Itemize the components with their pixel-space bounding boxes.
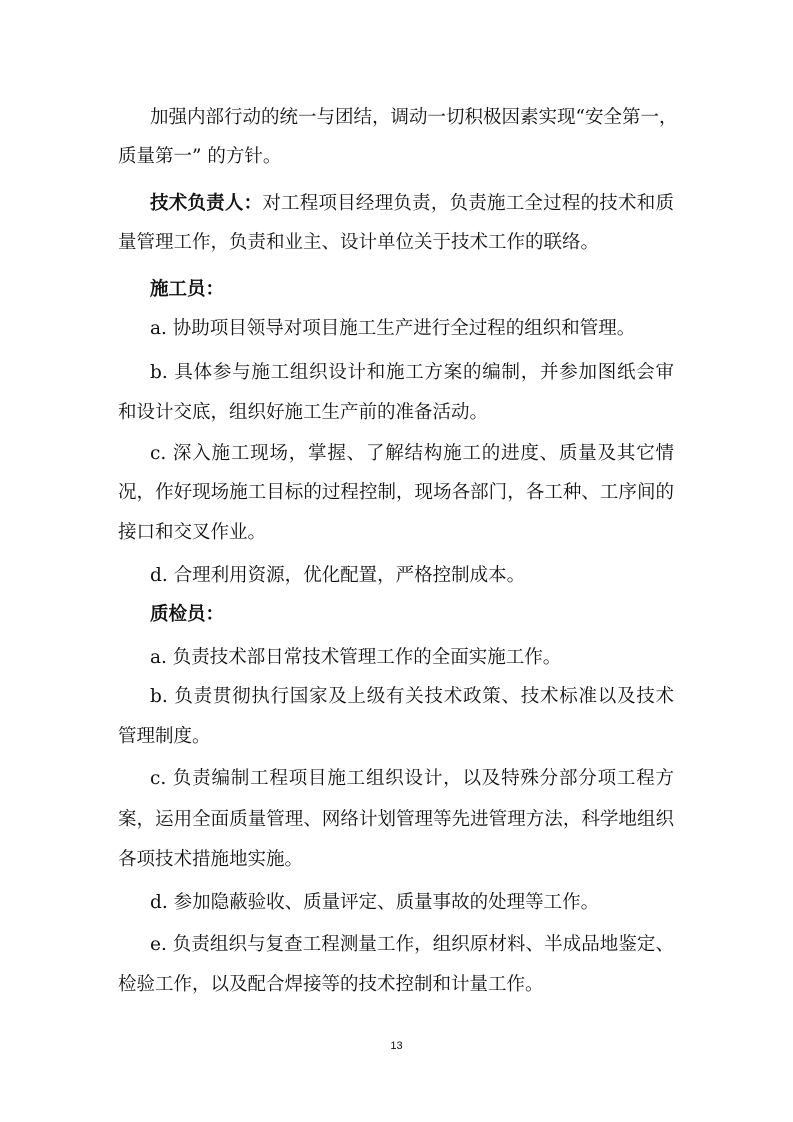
line-text: 接口和交叉作业。	[118, 522, 267, 543]
line-text: 对工程项目经理负责，负责施工全过程的技术和质	[262, 193, 674, 214]
bold-label: 施工员：	[150, 279, 225, 300]
line-text: b. 具体参与施工组织设计和施工方案的编制，并参加图纸会审	[150, 362, 674, 383]
section-heading-line	[150, 595, 674, 635]
line-text: 检验工作，以及配合焊接等的技术控制和计量工作。	[118, 974, 544, 995]
line-text: e. 负责组织与复查工程测量工作，组织原材料、半成品地鉴定、	[150, 934, 674, 955]
text-line	[150, 638, 674, 678]
line-text: 况，作好现场施工目标的过程控制，现场各部门，各工种、工序间的	[118, 482, 674, 503]
line-text: 各项技术措施地实施。	[118, 849, 304, 870]
text-line	[118, 717, 674, 757]
text-line	[118, 393, 674, 433]
page-number: 13	[390, 1040, 403, 1052]
line-text: d. 参加隐蔽验收、质量评定、质量事故的处理等工作。	[150, 892, 600, 913]
text-line	[118, 223, 674, 263]
line-text: 和设计交底，组织好施工生产前的准备活动。	[118, 402, 489, 423]
line-text: c. 深入施工现场，掌握、了解结构施工的进度、质量及其它情	[150, 443, 674, 464]
text-line	[118, 840, 674, 880]
text-line	[118, 965, 674, 1005]
section-heading-line	[150, 270, 674, 310]
text-line	[118, 513, 674, 553]
text-line	[150, 309, 674, 349]
line-text: b. 负责贯彻执行国家及上级有关技术政策、技术标准以及技术	[150, 686, 674, 707]
section-heading-line	[150, 184, 674, 224]
text-line	[150, 353, 674, 393]
text-line	[118, 800, 674, 840]
text-line	[118, 137, 674, 177]
line-text: c. 负责编制工程项目施工组织设计，以及特殊分部分项工程方	[150, 768, 674, 789]
line-text: 质量第一” 的方针。	[118, 146, 282, 167]
line-text: a. 协助项目领导对项目施工生产进行全过程的组织和管理。	[150, 318, 636, 339]
text-line	[150, 883, 674, 923]
line-text: 量管理工作，负责和业主、设计单位关于技术工作的联络。	[118, 232, 600, 253]
line-text: 管理制度。	[118, 726, 211, 747]
text-line	[150, 556, 674, 596]
text-line	[150, 434, 674, 474]
text-line	[150, 925, 674, 965]
line-text: a. 负责技术部日常技术管理工作的全面实施工作。	[150, 647, 562, 668]
text-line	[150, 759, 674, 799]
line-text: 加强内部行动的统一与团结，调动一切积极因素实现“安全第一，	[150, 107, 678, 128]
bold-label: 质检员：	[150, 604, 225, 625]
text-line	[150, 98, 678, 138]
text-line	[150, 677, 674, 717]
bold-label: 技术负责人：	[150, 193, 263, 214]
line-text: 案，运用全面质量管理、网络计划管理等先进管理方法，科学地组织	[118, 809, 674, 830]
line-text: d. 合理利用资源，优化配置，严格控制成本。	[150, 565, 526, 586]
text-line	[118, 473, 674, 513]
